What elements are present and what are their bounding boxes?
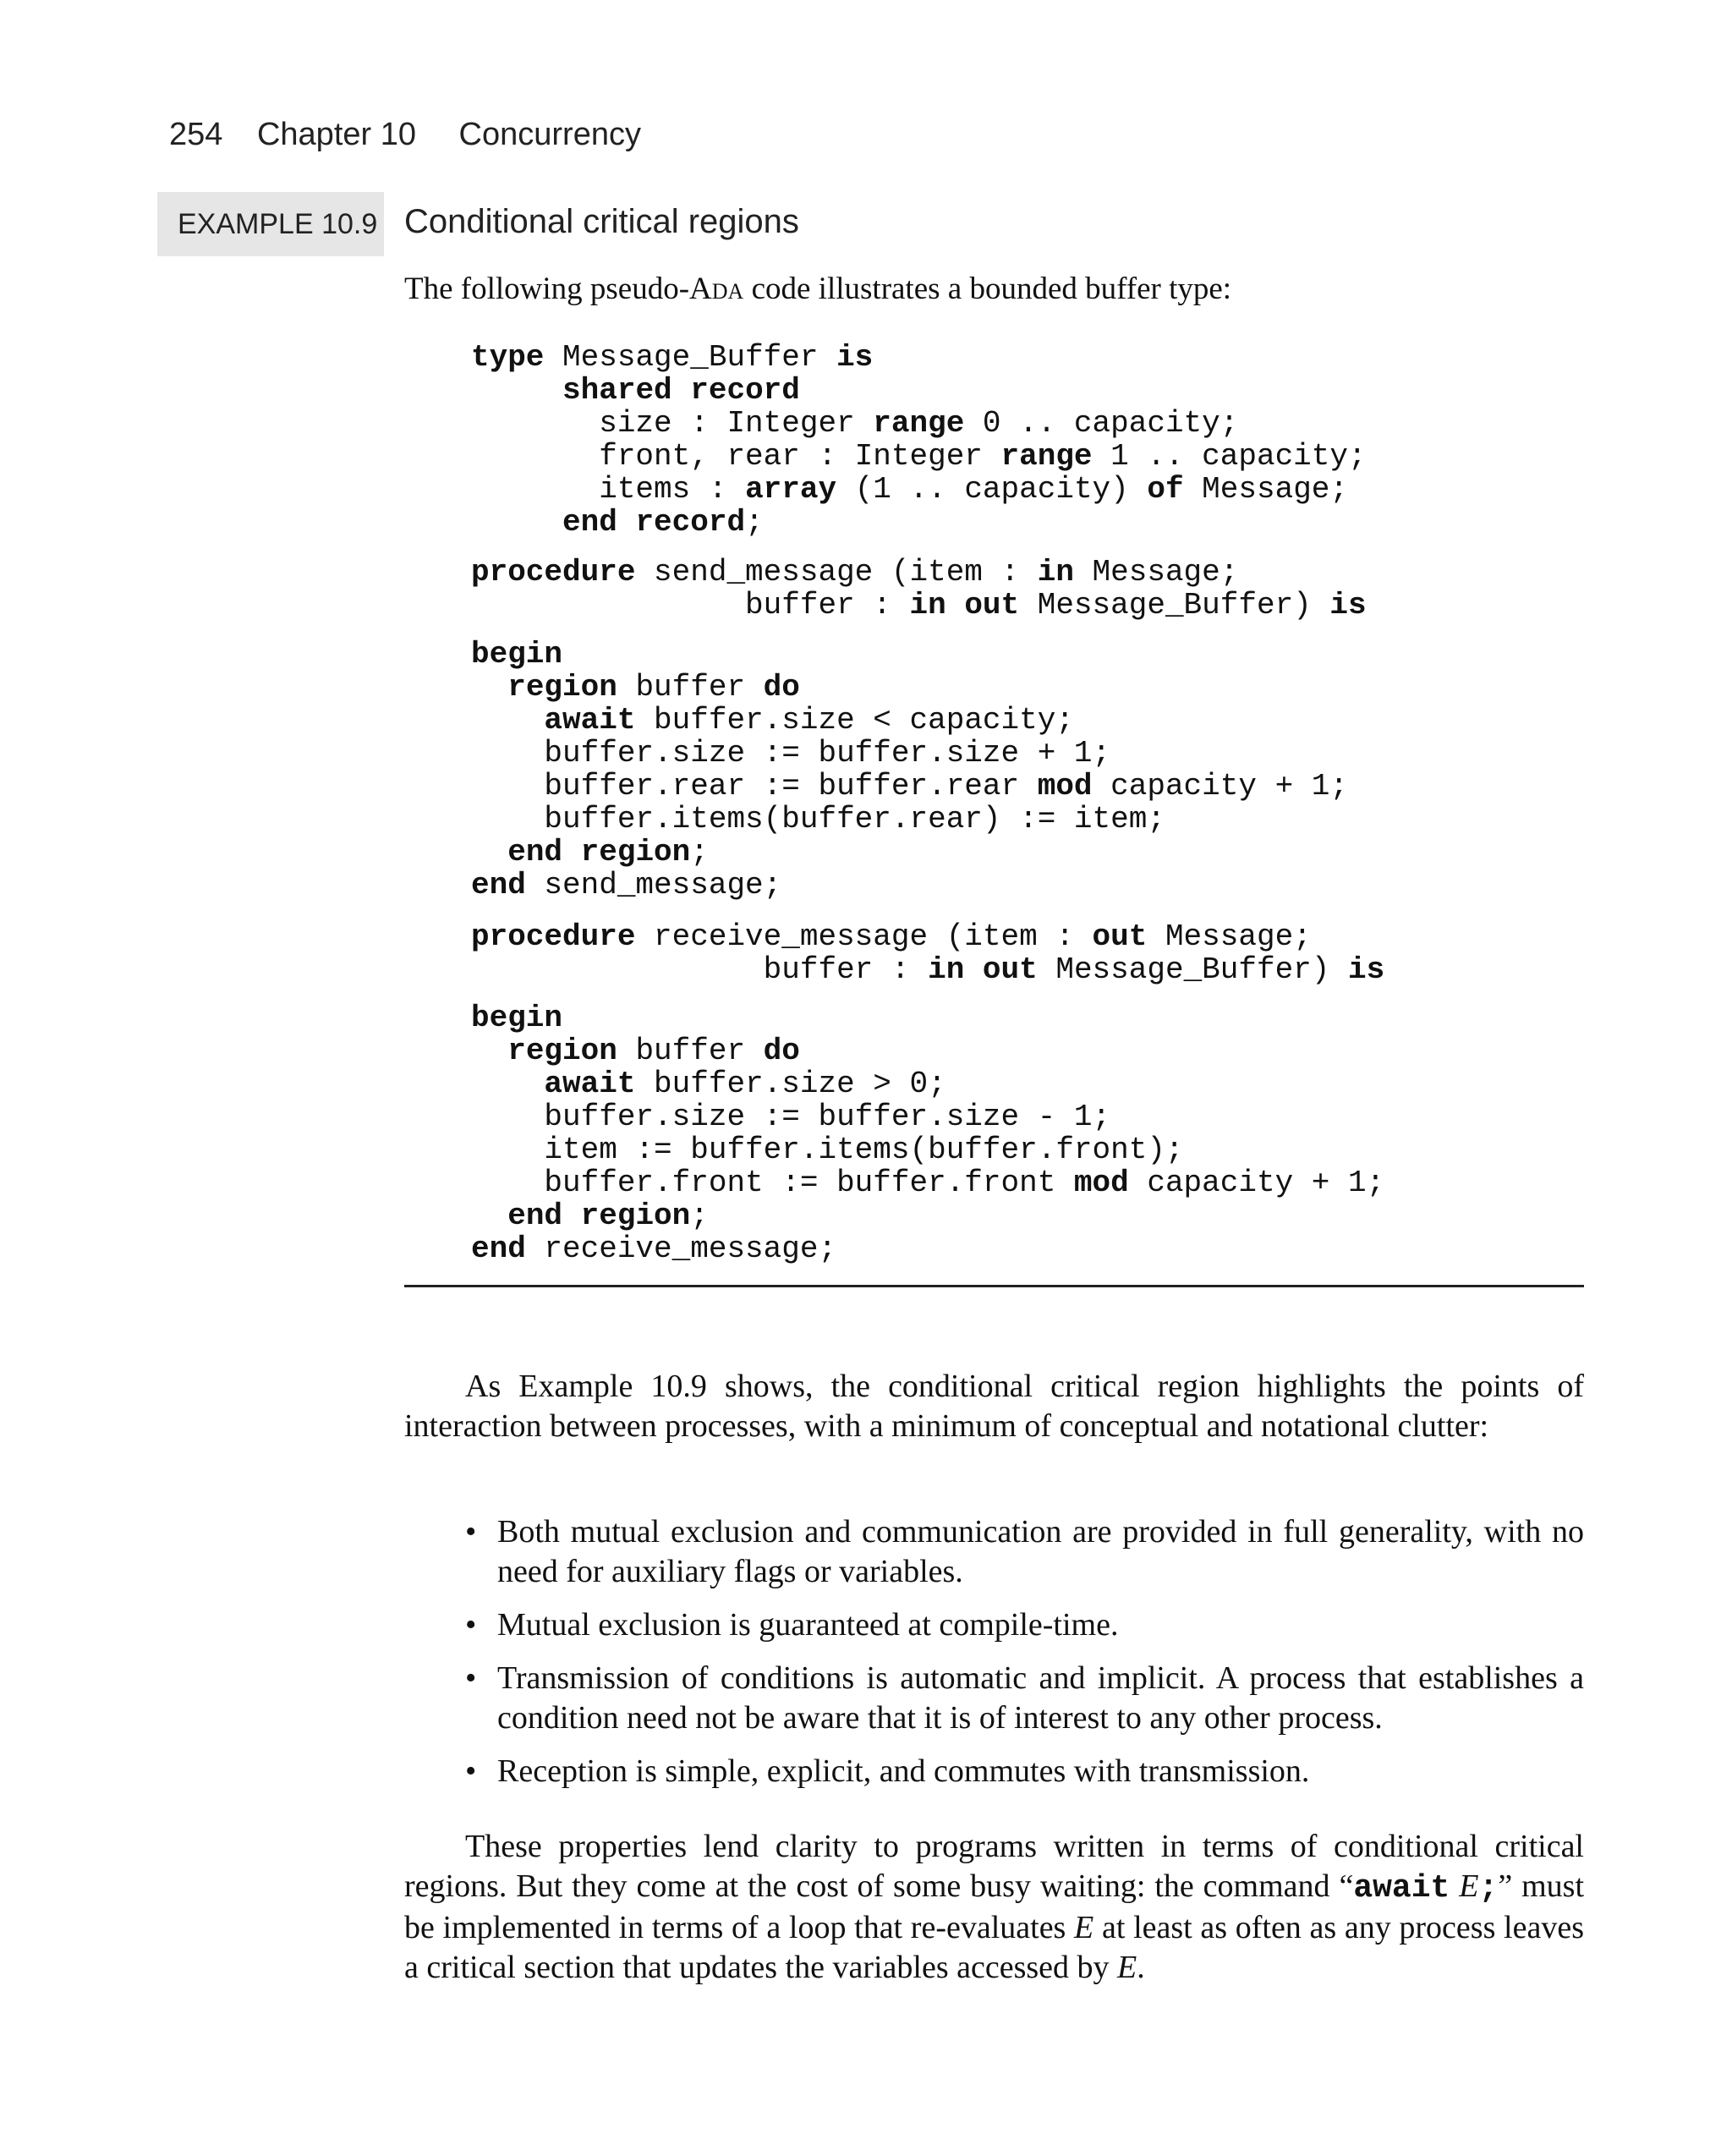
list-item	[404, 1512, 1584, 1592]
list-item-text: Mutual exclusion is guaranteed at compile-time.	[497, 1607, 1119, 1643]
text-run: ” must be implemented in terms of a loop that re-evaluates	[404, 1868, 1585, 1945]
bullet-glyph: •	[465, 1753, 477, 1789]
intro-language: Ada	[689, 272, 744, 306]
paragraph-text	[404, 1827, 1584, 1988]
example-intro	[404, 271, 1231, 307]
inline-code-semicolon: ;	[1478, 1870, 1499, 1906]
body-paragraph-2	[404, 1827, 1584, 1988]
properties-list	[404, 1512, 1584, 1805]
bullet-glyph: •	[465, 1660, 477, 1696]
list-item	[404, 1605, 1584, 1645]
chapter-title: Concurrency	[458, 117, 641, 152]
intro-text-1: The following pseudo-	[404, 272, 690, 306]
code-type-declaration: type Message_Buffer is shared record size : Integer range 0 .. capacity; front, rear : Integer range 1 .. capacity; items : array (1 .. capacity) of Message; end record;	[471, 340, 1367, 540]
bullet-glyph: •	[465, 1514, 477, 1550]
chapter-label: Chapter 10	[256, 117, 416, 152]
code-receive-body: begin region buffer do await buffer.size > 0; buffer.size := buffer.size - 1; item := buffer.items(buffer.front); buffer.front := buffer.front mod capacity + 1; end region; end receive_message;	[471, 1001, 1385, 1266]
inline-var: E	[1117, 1950, 1137, 1985]
list-item	[404, 1752, 1584, 1791]
code-receive-header: procedure receive_message (item : out Message; buffer : in out Message_Buffer) is	[471, 919, 1385, 987]
list-item-text: Transmission of conditions is automatic and implicit. A process that establishes a condition need not be aware that it is of interest to any other process.	[497, 1660, 1584, 1736]
inline-var: E	[1074, 1910, 1094, 1945]
inline-code: await	[1353, 1870, 1450, 1906]
list-item-text: Both mutual exclusion and communication are provided in full generality, with no need for auxiliary flags or variables.	[497, 1514, 1584, 1589]
example-label: EXAMPLE 10.9	[157, 192, 384, 256]
example-title: Conditional critical regions	[404, 203, 799, 240]
inline-var: E	[1459, 1868, 1479, 1904]
intro-text-2: code illustrates a bounded buffer type:	[743, 272, 1232, 306]
list-item	[404, 1659, 1584, 1738]
code-send-header: procedure send_message (item : in Message; buffer : in out Message_Buffer) is	[471, 555, 1367, 623]
running-header	[169, 117, 641, 153]
list-item-text: Reception is simple, explicit, and commutes with transmission.	[497, 1753, 1310, 1789]
page-number: 254	[169, 117, 223, 152]
body-paragraph-1	[404, 1367, 1584, 1446]
code-send-body: begin region buffer do await buffer.size < capacity; buffer.size := buffer.size + 1; buffer.rear := buffer.rear mod capacity + 1; buffer.items(buffer.rear) := item; end region; end send_message;	[471, 637, 1348, 902]
bullet-glyph: •	[465, 1607, 477, 1643]
text-run: at least as often as any process leaves a critical section that updates the variables accessed by	[404, 1910, 1584, 1985]
text-run: .	[1137, 1950, 1145, 1985]
example-end-rule	[404, 1285, 1584, 1287]
text-run: These properties lend clarity to programs written in terms of conditional critical regions. But they come at the cost of some busy waiting: the command “	[404, 1829, 1584, 1904]
paragraph-text: As Example 10.9 shows, the conditional critical region highlights the points of interaction between processes, with a minimum of conceptual and notational clutter:	[404, 1369, 1584, 1444]
